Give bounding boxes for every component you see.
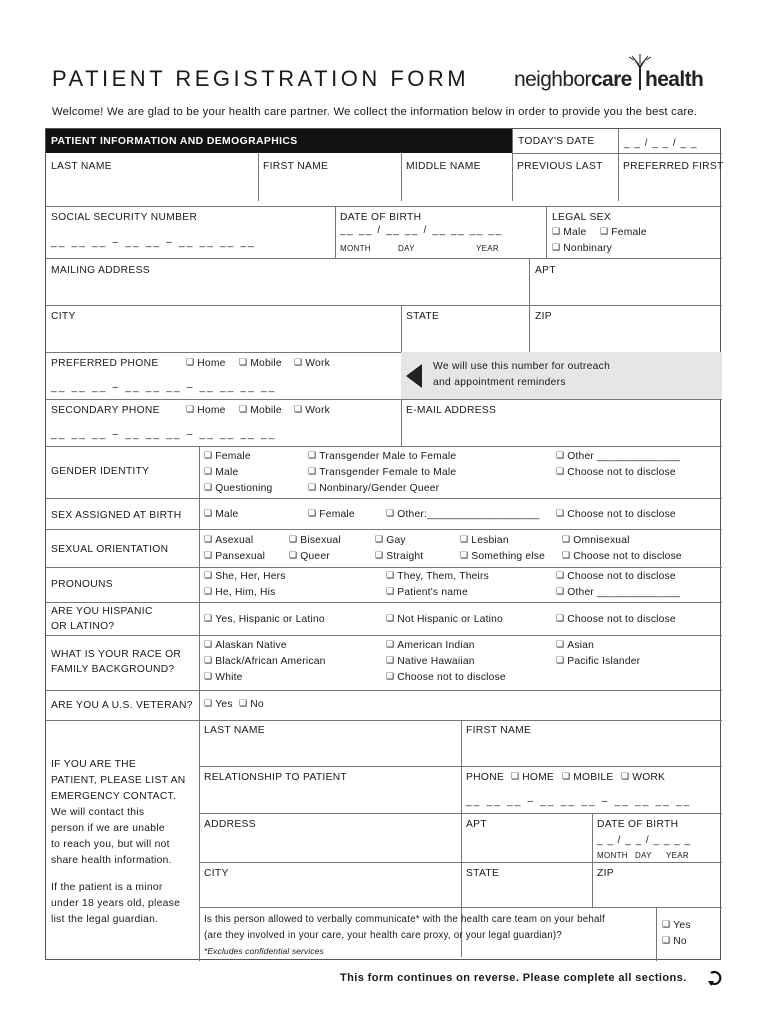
- race-hawaiian-checkbox[interactable]: ❏ Native Hawaiian: [386, 656, 475, 667]
- preferred-phone-work-checkbox[interactable]: ❏ Work: [294, 358, 330, 369]
- legal-sex-male-checkbox[interactable]: ❏ Male: [552, 227, 586, 238]
- orientation-something-else-checkbox[interactable]: ❏ Something else: [460, 551, 545, 562]
- outreach-line-2: and appointment reminders: [433, 377, 566, 388]
- ec-apt-label: APT: [466, 819, 487, 830]
- svg-text:neighborcare: neighborcare: [514, 68, 632, 91]
- pronouns-she-checkbox[interactable]: ❏ She, Her, Hers: [204, 571, 286, 582]
- todays-date-field[interactable]: _ _ / _ _ / _ _: [624, 138, 698, 149]
- race-black-checkbox[interactable]: ❏ Black/African American: [204, 656, 326, 667]
- hispanic-no-checkbox[interactable]: ❏ Not Hispanic or Latino: [386, 614, 503, 625]
- sex-male-checkbox[interactable]: ❏ Male: [204, 509, 238, 520]
- ec-relationship-label: RELATIONSHIP TO PATIENT: [204, 772, 348, 783]
- ec-dob-label: DATE OF BIRTH: [597, 819, 679, 830]
- emergency-intro-line-3: EMERGENCY CONTACT.: [51, 791, 177, 802]
- gender-identity-label: GENDER IDENTITY: [51, 466, 150, 477]
- race-label: [51, 647, 181, 677]
- orientation-queer-checkbox[interactable]: ❏ Queer: [289, 551, 330, 562]
- emergency-minor-note: [51, 880, 180, 928]
- ec-city-label: CITY: [204, 868, 229, 879]
- emergency-intro-line-4: We will contact this: [51, 807, 145, 818]
- previous-last-label: PREVIOUS LAST: [517, 161, 603, 172]
- last-name-label: LAST NAME: [51, 161, 112, 172]
- first-name-label: FIRST NAME: [263, 161, 329, 172]
- ec-dob-year-caption: YEAR: [666, 851, 689, 860]
- sex-other-checkbox[interactable]: ❏ Other:___________________: [386, 509, 540, 520]
- gender-other-checkbox[interactable]: ❏ Other ______________: [556, 451, 680, 462]
- ec-question-line-2: (are they involved in your care, your health care proxy, or your legal guardian)?: [204, 930, 562, 941]
- ec-zip-label: ZIP: [597, 868, 614, 879]
- pronouns-he-checkbox[interactable]: ❏ He, Him, His: [204, 587, 275, 598]
- pronouns-they-checkbox[interactable]: ❏ They, Them, Theirs: [386, 571, 489, 582]
- race-asian-checkbox[interactable]: ❏ Asian: [556, 640, 594, 651]
- orientation-omnisexual-checkbox[interactable]: ❏ Omnisexual: [562, 535, 630, 546]
- race-label-line-1: WHAT IS YOUR RACE OR: [51, 649, 182, 660]
- emergency-intro: [51, 757, 186, 869]
- race-white-checkbox[interactable]: ❏ White: [204, 672, 243, 683]
- gender-questioning-checkbox[interactable]: ❏ Questioning: [204, 483, 272, 494]
- pronouns-name-checkbox[interactable]: ❏ Patient's name: [386, 587, 468, 598]
- preferred-first-label: PREFERRED FIRST: [623, 161, 724, 172]
- ec-phone-field[interactable]: __ __ __ – __ __ __ – __ __ __ __: [466, 796, 692, 807]
- minor-note-line-3: list the legal guardian.: [51, 914, 159, 925]
- pronouns-choose-checkbox[interactable]: ❏ Choose not to disclose: [556, 571, 676, 582]
- legal-sex-female-checkbox[interactable]: ❏ Female: [600, 227, 647, 238]
- middle-name-label: MIDDLE NAME: [406, 161, 481, 172]
- ec-phone-work-checkbox[interactable]: ❏ WORK: [621, 772, 665, 783]
- gender-choose-checkbox[interactable]: ❏ Choose not to disclose: [556, 467, 676, 478]
- dob-day-caption: DAY: [398, 244, 415, 253]
- section-heading: PATIENT INFORMATION AND DEMOGRAPHICS: [46, 129, 512, 153]
- gender-trans-m-checkbox[interactable]: ❏ Transgender Male to Female: [308, 451, 456, 462]
- gender-female-checkbox[interactable]: ❏ Female: [204, 451, 251, 462]
- orientation-asexual-checkbox[interactable]: ❏ Asexual: [204, 535, 253, 546]
- pronouns-other-checkbox[interactable]: ❏ Other ______________: [556, 587, 680, 598]
- gender-nonbinary-checkbox[interactable]: ❏ Nonbinary/Gender Queer: [308, 483, 439, 494]
- hispanic-label: [51, 604, 153, 634]
- orientation-bisexual-checkbox[interactable]: ❏ Bisexual: [289, 535, 341, 546]
- emergency-intro-line-1: IF YOU ARE THE: [51, 759, 137, 770]
- secondary-phone-home-checkbox[interactable]: ❏ Home: [186, 405, 226, 416]
- hispanic-choose-checkbox[interactable]: ❏ Choose not to disclose: [556, 614, 676, 625]
- ssn-label: SOCIAL SECURITY NUMBER: [51, 212, 198, 223]
- continue-note: This form continues on reverse. Please complete all sections.: [340, 972, 687, 984]
- veteran-label: ARE YOU A U.S. VETERAN?: [51, 700, 193, 711]
- ec-dob-month-caption: MONTH: [597, 851, 628, 860]
- emergency-intro-line-7: share health information.: [51, 855, 172, 866]
- race-alaskan-checkbox[interactable]: ❏ Alaskan Native: [204, 640, 287, 651]
- ec-last-name-label: LAST NAME: [204, 725, 265, 736]
- hispanic-label-line-2: OR LATINO?: [51, 621, 115, 632]
- secondary-phone-label: SECONDARY PHONE: [51, 405, 160, 416]
- dob-field[interactable]: __ __ / __ __ / __ __ __ __: [340, 225, 503, 236]
- minor-note-line-2: under 18 years old, please: [51, 898, 181, 909]
- neighborcare-health-logo: [514, 52, 724, 96]
- secondary-phone-mobile-checkbox[interactable]: ❏ Mobile: [239, 405, 282, 416]
- orientation-pansexual-checkbox[interactable]: ❏ Pansexual: [204, 551, 265, 562]
- dob-year-caption: YEAR: [476, 244, 499, 253]
- emergency-intro-line-6: to reach you, but will not: [51, 839, 170, 850]
- ec-phone-label: PHONE: [466, 772, 505, 783]
- preferred-phone-field[interactable]: __ __ __ – __ __ __ – __ __ __ __: [51, 382, 277, 393]
- ec-address-label: ADDRESS: [204, 819, 256, 830]
- sex-choose-checkbox[interactable]: ❏ Choose not to disclose: [556, 509, 676, 520]
- ec-footnote: *Excludes confidential services: [204, 946, 324, 956]
- ec-phone-mobile-checkbox[interactable]: ❏ MOBILE: [562, 772, 613, 783]
- ec-phone-home-checkbox[interactable]: ❏ HOME: [511, 772, 554, 783]
- ec-allowed-yes-checkbox[interactable]: ❏ Yes: [662, 920, 691, 931]
- ec-allowed-no-checkbox[interactable]: ❏ No: [662, 936, 687, 947]
- minor-note-line-1: If the patient is a minor: [51, 882, 163, 893]
- emergency-intro-line-2: PATIENT, PLEASE LIST AN: [51, 775, 186, 786]
- registration-form: [45, 128, 724, 960]
- ec-state-label: STATE: [466, 868, 500, 879]
- veteran-yes-checkbox[interactable]: ❏ Yes: [204, 699, 233, 710]
- state-label: STATE: [406, 311, 440, 322]
- turn-page-icon: [707, 970, 723, 986]
- orientation-gay-checkbox[interactable]: ❏ Gay: [375, 535, 406, 546]
- pronouns-label: PRONOUNS: [51, 579, 113, 590]
- emergency-intro-line-5: person if we are unable: [51, 823, 165, 834]
- gender-trans-f-checkbox[interactable]: ❏ Transgender Female to Male: [308, 467, 456, 478]
- hispanic-label-line-1: ARE YOU HISPANIC: [51, 606, 153, 617]
- welcome-text: Welcome! We are glad to be your health care partner. We collect the information below in order to provide you the best care.: [52, 106, 698, 118]
- legal-sex-nonbinary-checkbox[interactable]: ❏ Nonbinary: [552, 243, 612, 254]
- zip-label: ZIP: [535, 311, 552, 322]
- ec-dob-day-caption: DAY: [635, 851, 652, 860]
- orientation-lesbian-checkbox[interactable]: ❏ Lesbian: [460, 535, 509, 546]
- apt-label: APT: [535, 265, 556, 276]
- todays-date-label: TODAY'S DATE: [518, 136, 595, 147]
- race-american-indian-checkbox[interactable]: ❏ American Indian: [386, 640, 475, 651]
- page-title: PATIENT REGISTRATION FORM: [52, 66, 470, 91]
- city-label: CITY: [51, 311, 76, 322]
- race-label-line-2: FAMILY BACKGROUND?: [51, 664, 175, 675]
- veteran-no-checkbox[interactable]: ❏ No: [239, 699, 264, 710]
- last-name-field[interactable]: [46, 174, 258, 201]
- secondary-phone-field[interactable]: __ __ __ – __ __ __ – __ __ __ __: [51, 429, 277, 440]
- race-choose-checkbox[interactable]: ❏ Choose not to disclose: [386, 672, 506, 683]
- svg-text:health: health: [645, 68, 704, 91]
- preferred-phone-mobile-checkbox[interactable]: ❏ Mobile: [239, 358, 282, 369]
- preferred-phone-home-checkbox[interactable]: ❏ Home: [186, 358, 226, 369]
- ec-first-name-label: FIRST NAME: [466, 725, 532, 736]
- email-label: E-MAIL ADDRESS: [406, 405, 497, 416]
- outreach-note: [401, 352, 722, 399]
- outreach-line-1: We will use this number for outreach: [433, 361, 611, 372]
- hispanic-yes-checkbox[interactable]: ❏ Yes, Hispanic or Latino: [204, 614, 325, 625]
- sex-at-birth-label: SEX ASSIGNED AT BIRTH: [51, 510, 182, 521]
- gender-male-checkbox[interactable]: ❏ Male: [204, 467, 238, 478]
- orientation-choose-checkbox[interactable]: ❏ Choose not to disclose: [562, 551, 682, 562]
- race-pacific-checkbox[interactable]: ❏ Pacific Islander: [556, 656, 640, 667]
- secondary-phone-work-checkbox[interactable]: ❏ Work: [294, 405, 330, 416]
- sex-female-checkbox[interactable]: ❏ Female: [308, 509, 355, 520]
- mailing-address-label: MAILING ADDRESS: [51, 265, 150, 276]
- ec-dob-field[interactable]: _ _ / _ _ / _ _ _ _: [597, 835, 692, 846]
- ec-question-line-1: Is this person allowed to verbally communicate* with the health care team on your behalf: [204, 914, 605, 925]
- dob-label: DATE OF BIRTH: [340, 212, 422, 223]
- legal-sex-label: LEGAL SEX: [552, 212, 611, 223]
- sexual-orientation-label: SEXUAL ORIENTATION: [51, 544, 169, 555]
- dob-month-caption: MONTH: [340, 244, 371, 253]
- orientation-straight-checkbox[interactable]: ❏ Straight: [375, 551, 423, 562]
- preferred-phone-label: PREFERRED PHONE: [51, 358, 159, 369]
- ssn-field[interactable]: __ __ __ – __ __ – __ __ __ __: [51, 237, 257, 248]
- arrow-left-icon: [404, 362, 426, 390]
